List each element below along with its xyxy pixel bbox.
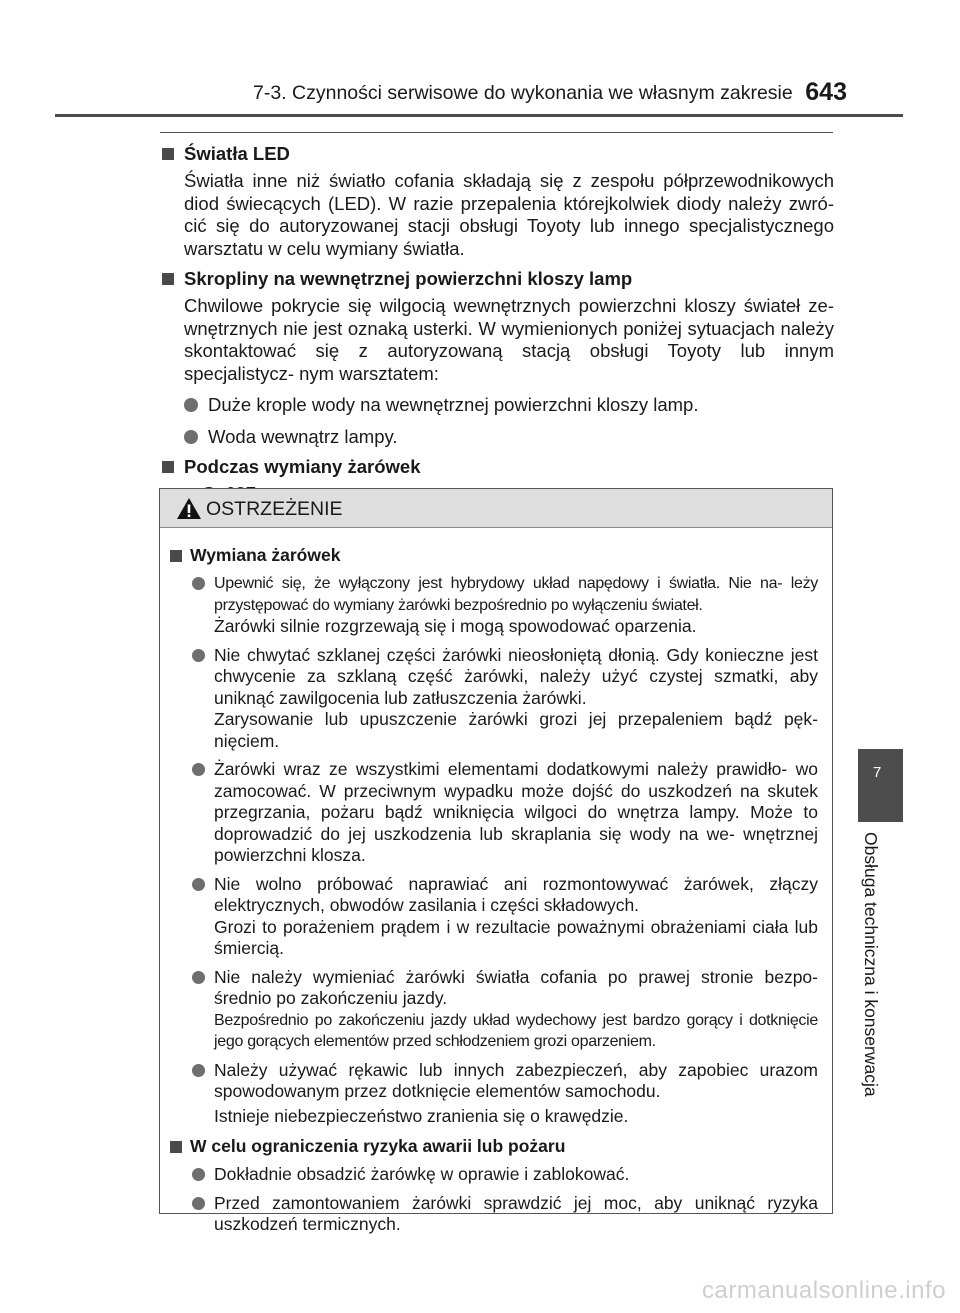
warning-body [160, 528, 832, 1236]
round-bullet-icon [192, 649, 205, 662]
section-led [160, 142, 834, 260]
round-bullet-icon [192, 971, 205, 984]
square-bullet-icon [170, 1141, 182, 1153]
list-item: Upewnić się, że wyłączony jest hybrydowy układ napędowy i światła. Nie na- leży przystępować do wymiany żarówki bezpośrednio po wyłączeniu świateł. Żarówki silnie rozgrzewają się i mogą spowodować oparzenia. [190, 573, 818, 638]
chapter-tab [858, 749, 903, 822]
warning-section-title: Wymiana żarówek [190, 545, 341, 565]
warning-triangle-icon [176, 497, 202, 520]
list-item: Duże krople wody na wewnętrznej powierzchni kloszy lamp. [184, 394, 834, 417]
section-text: Chwilowe pokrycie się wilgocią wewnętrznych powierzchni kloszy świateł ze- wnętrznych nie jest oznaką usterki. W wymienionych poniżej sytuacjach należy skontaktować się z autoryzowaną stacją obsługi Toyoty lub innym specjalistycz- nym warsztatem: [184, 295, 834, 384]
warning-box [159, 488, 833, 1234]
round-bullet-icon [184, 430, 198, 444]
chapter-number: 7 [873, 764, 882, 781]
round-bullet-icon [192, 1064, 205, 1077]
chapter-side-label: Obsługa techniczna i konserwacja [861, 832, 881, 1097]
section-text: Światła inne niż światło cofania składają się z zespołu półprzewodnikowych diod świecących (LED). W razie przepalenia którejkolwiek diody należy zwró- cić się do autoryzowanej stacji obsługi Toyoty lub innego specjalistycznego warsztatu w celu wymiany światła. [184, 170, 834, 259]
list-item: Woda wewnątrz lampy. [184, 426, 834, 449]
list-item: Dokładnie obsadzić żarówkę w oprawie i zablokować. [190, 1164, 818, 1186]
list-item: Nie wolno próbować naprawiać ani rozmontowywać żarówek, złączy elektrycznych, obwodów zasilania i części składowych. Grozi to porażeniem prądem i w rezultacie poważnymi obrażeniami ciała lub śmiercią. [190, 874, 818, 960]
round-bullet-icon [192, 763, 205, 776]
round-bullet-icon [192, 1168, 205, 1181]
list-item: Żarówki wraz ze wszystkimi elementami dodatkowymi należy prawidło- wo zamocować. W przeciwnym wypadku może dojść do uszkodzeń na skutek przegrzania, pożaru bądź wniknięcia wilgoci do wnętrza lampy. Może to doprowadzić do jej uszkodzenia lub skraplania się wody na we- wnętrznej powierzchni klosza. [190, 759, 818, 867]
section-condensation [160, 267, 834, 448]
warning-section-fire-risk [170, 1135, 818, 1236]
square-bullet-icon [162, 148, 174, 160]
list-item: Przed zamontowaniem żarówki sprawdzić jej moc, aby uniknąć ryzyka uszkodzeń termicznych. [190, 1193, 818, 1236]
square-bullet-icon [170, 550, 182, 562]
section-title: Podczas wymiany żarówek [184, 456, 421, 477]
list-item: Należy używać rękawic lub innych zabezpieczeń, aby zapobiec urazom spowodowanym przez dotknięcie elementów samochodu. Istnieje niebezpieczeństwo zranienia się o krawędzie. [190, 1060, 818, 1128]
list-item: Nie chwytać szklanej części żarówki nieosłoniętą dłonią. Gdy konieczne jest chwycenie za szklaną część żarówki, należy użyć czystej szmatki, aby uniknąć zawilgocenia lub zatłuszczenia żarówki. Zarysowanie lub upuszczenie żarówki grozi jej przepaleniem bądź pęk- nięciem. [190, 645, 818, 753]
warning-title: OSTRZEŻENIE [206, 498, 343, 520]
list-item: Nie należy wymieniać żarówki światła cofania po prawej stronie bezpo- średnio po zakończeniu jazdy. Bezpośrednio po zakończeniu jazdy układ wydechowy jest bardzo gorący i dotknięcie jego gorących elementów przed schłodzeniem grozi oparzeniem. [190, 967, 818, 1053]
round-bullet-icon [192, 577, 205, 590]
square-bullet-icon [162, 273, 174, 285]
chapter-title: 7-3. Czynności serwisowe do wykonania we własnym zakresie [253, 82, 793, 104]
round-bullet-icon [184, 398, 198, 412]
watermark: carmanualsonline.info [702, 1277, 946, 1304]
page-header [253, 80, 853, 110]
main-content [160, 142, 834, 505]
round-bullet-icon [192, 1197, 205, 1210]
page-number: 643 [805, 78, 847, 106]
section-title: Światła LED [184, 143, 290, 164]
warning-section-title: W celu ograniczenia ryzyka awarii lub pożaru [190, 1136, 566, 1156]
round-bullet-icon [192, 878, 205, 891]
warning-header [160, 489, 832, 528]
content-top-rule [160, 132, 833, 133]
header-rule [55, 114, 903, 117]
square-bullet-icon [162, 461, 174, 473]
warning-section-bulb-replacement [170, 544, 818, 1127]
section-title: Skropliny na wewnętrznej powierzchni kloszy lamp [184, 268, 633, 289]
